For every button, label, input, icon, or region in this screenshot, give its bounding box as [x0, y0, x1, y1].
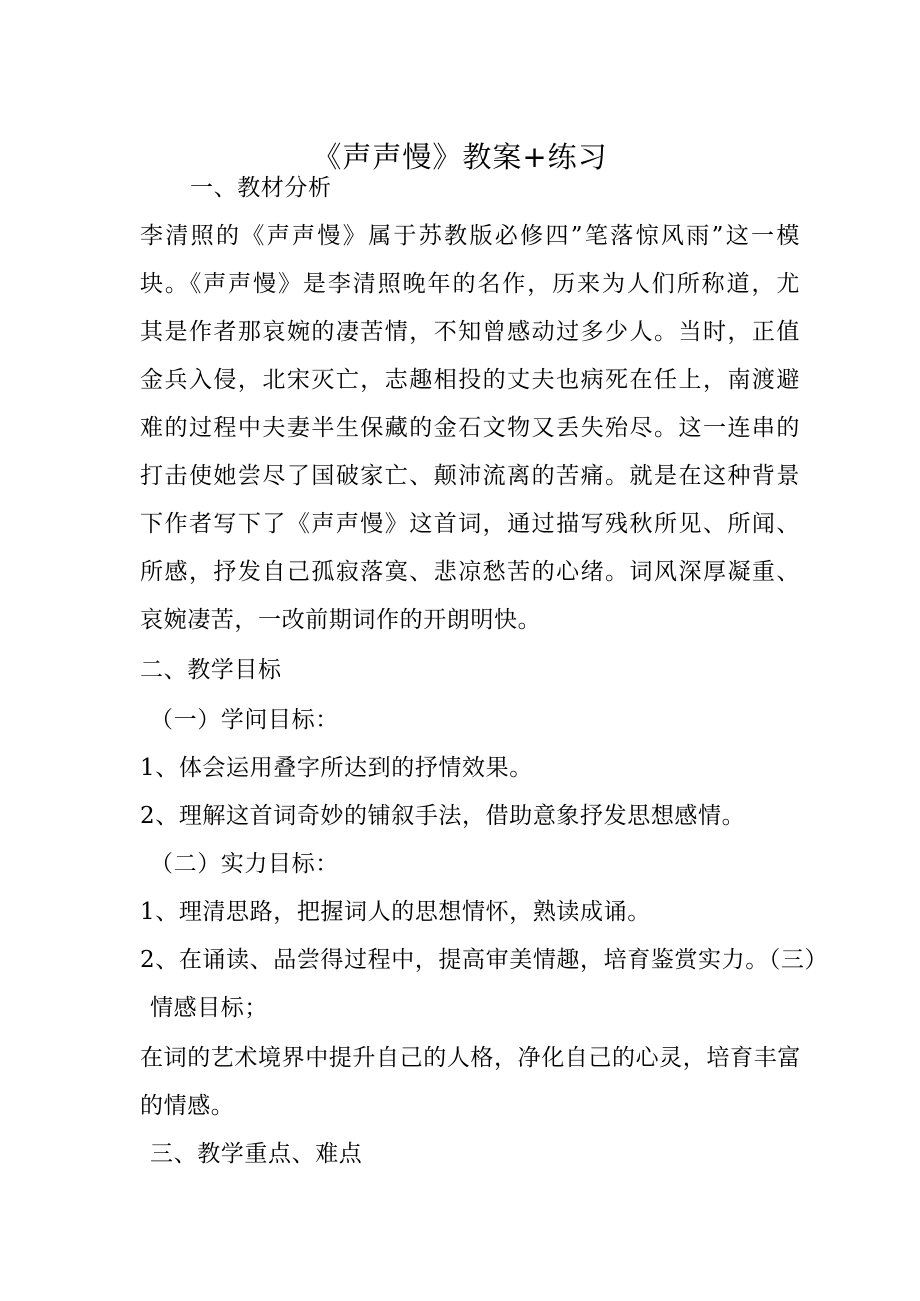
paragraph-line: 哀婉凄苦，一改前期词作的开朗明快。 [140, 607, 542, 633]
document-title: 《声声慢》教案+练习 [312, 140, 608, 175]
paragraph-line: 难的过程中夫妻半生保藏的金石文物又丢失殆尽。这一连串的 [140, 415, 800, 441]
paragraph-line: 在词的艺术境界中提升自己的人格，净化自己的心灵，培育丰富 [140, 1045, 801, 1071]
paragraph-line: 李清照的《声声慢》属于苏教版必修四”笔落惊风雨”这一模 [140, 223, 800, 249]
paragraph-line: 其是作者那哀婉的凄苦情，不知曾感动过多少人。当时，正值 [140, 319, 800, 345]
subheading-knowledge-goals: （一）学问目标： [150, 707, 339, 733]
subheading-ability-goals: （二）实力目标： [150, 851, 339, 877]
paragraph-line: 下作者写下了《声声慢》这首词，通过描写残秋所见、所闻、 [140, 511, 800, 537]
paragraph-line: 的情感。 [140, 1093, 235, 1119]
list-item: 2、理解这首词奇妙的铺叙手法，借助意象抒发思想感情。 [140, 803, 746, 829]
paragraph-line: 金兵入侵，北宋灭亡，志趣相投的丈夫也病死在任上，南渡避 [140, 367, 800, 393]
section-heading-materials: 一、教材分析 [190, 175, 332, 201]
list-item: 1、理清思路，把握词人的思想情怀，熟读成诵。 [140, 899, 651, 925]
paragraph-line: 所感，抒发自己孤寂落寞、悲凉愁苦的心绪。词风深厚凝重、 [140, 559, 800, 585]
paragraph-line: 块。《声声慢》是李清照晚年的名作，历来为人们所称道，尤 [140, 271, 800, 297]
section-heading-goals: 二、教学目标 [140, 657, 282, 683]
section-heading-key-points: 三、教学重点、难点 [150, 1141, 363, 1167]
list-item: 2、在诵读、品尝得过程中，提高审美情趣，培育鉴赏实力。（三） [140, 947, 829, 973]
paragraph-line: 打击使她尝尽了国破家亡、颠沛流离的苦痛。就是在这种背景 [140, 463, 800, 489]
list-item: 1、体会运用叠字所达到的抒情效果。 [140, 755, 533, 781]
subheading-emotion-goals: 情感目标； [150, 995, 268, 1021]
